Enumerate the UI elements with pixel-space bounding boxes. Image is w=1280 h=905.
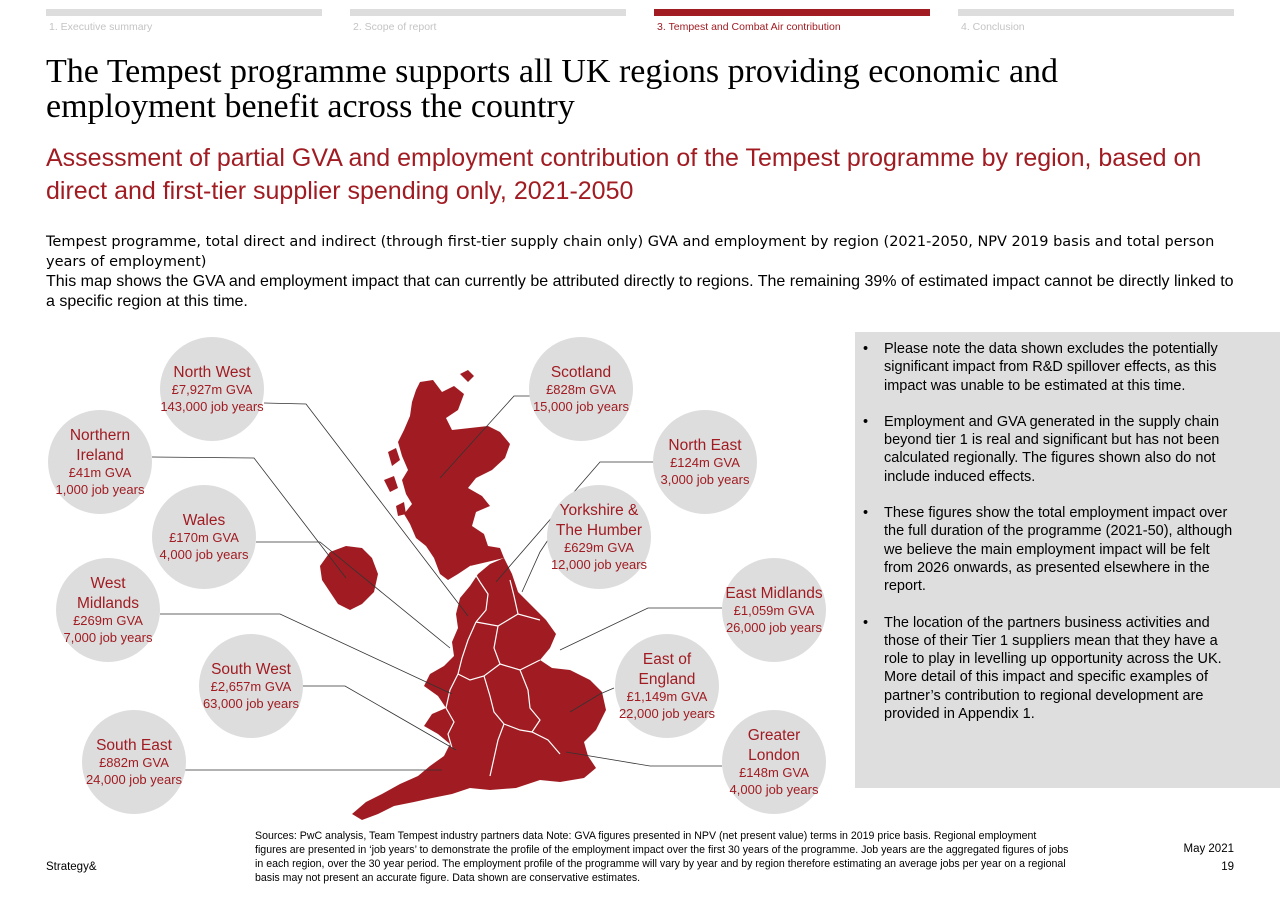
region-name: North West [173, 363, 251, 381]
bullet-icon: • [863, 614, 869, 631]
page-subtitle: Assessment of partial GVA and employment contribution of the Tempest programme by region, based on direct and first-tier supplier spending only, 2021-2050 [46, 144, 1202, 205]
region-gva: £7,927m GVA [171, 382, 253, 398]
map-region-england-wales [352, 558, 606, 820]
region-jobs: 15,000 job years [532, 398, 630, 414]
region-name: England [638, 670, 696, 688]
bullet-icon: • [863, 413, 869, 430]
page-number: 19 [1221, 861, 1234, 873]
region-bubble-south-west [199, 634, 303, 738]
tab-label: 4. Conclusion [961, 21, 1025, 33]
region-gva: £170m GVA [169, 530, 239, 546]
tab-tempest-contribution[interactable] [654, 9, 930, 39]
note-item [863, 340, 1240, 395]
region-name: Ireland [76, 446, 124, 464]
notes-list [863, 340, 1240, 723]
region-gva: £1,149m GVA [626, 689, 708, 704]
region-bubble-northern-ireland [48, 410, 152, 514]
region-name: East Midlands [725, 584, 823, 602]
brand-logo-text: Strategy& [46, 861, 97, 873]
tab-label: 1. Executive summary [49, 21, 153, 33]
region-gva: £269m GVA [73, 613, 143, 628]
notes-panel [855, 332, 1280, 788]
region-jobs: 24,000 job years [85, 771, 183, 787]
region-jobs: 7,000 job years [63, 629, 153, 645]
tab-bar [654, 9, 930, 16]
tab-bar [958, 9, 1234, 16]
region-name: Yorkshire & [559, 502, 639, 519]
region-bubble-west-midlands [56, 558, 160, 662]
note-item [863, 504, 1240, 595]
region-bubble-north-west [160, 337, 264, 441]
tab-bar [46, 9, 322, 16]
region-name: South West [211, 660, 291, 678]
region-name: The Humber [555, 521, 643, 539]
region-jobs: 63,000 job years [202, 695, 300, 711]
region-name: Scotland [550, 363, 612, 381]
tab-conclusion[interactable] [958, 9, 1234, 39]
region-name: London [748, 746, 800, 764]
region-name: West [90, 575, 126, 592]
region-gva: £629m GVA [564, 540, 634, 555]
region-jobs: 143,000 job years [160, 398, 264, 414]
region-jobs: 4,000 job years [159, 546, 249, 562]
region-name: Greater [747, 727, 801, 744]
bullet-icon: • [863, 505, 869, 522]
region-name: Midlands [76, 594, 140, 612]
region-bubble-scotland [529, 337, 633, 441]
region-gva: £2,657m GVA [210, 679, 292, 695]
region-gva: £124m GVA [670, 455, 740, 471]
note-text: Employment and GVA generated in the supply chain beyond tier 1 is real and significant but has not been calculated regionally. The figures shown also do not include induced effects. [884, 413, 1220, 485]
map-note: This map shows the GVA and employment impact that can currently be attributed directly to regions. The remaining 39% of estimated impact cannot be directly linked to a specific region at this time. [46, 273, 1234, 310]
region-bubble-wales [152, 485, 256, 589]
tab-bar [350, 9, 626, 16]
region-gva: £882m GVA [99, 755, 169, 771]
region-bubble-greater-london [722, 710, 826, 814]
page-title: The Tempest programme supports all UK regions providing economic and employment benefit across the country [46, 53, 1059, 125]
report-date: May 2021 [1183, 843, 1234, 855]
region-jobs: 3,000 job years [660, 471, 750, 487]
map-region-scotland [398, 380, 510, 580]
note-item [863, 413, 1240, 486]
region-name: Wales [182, 511, 226, 529]
note-text: These figures show the total employment impact over the full duration of the programme (2021-50), although we believe the main employment impact will be felt from 2026 onwards, as presented elsewhere in the report. [884, 505, 1233, 595]
region-jobs: 4,000 job years [729, 781, 819, 797]
region-bubble-north-east [653, 410, 757, 514]
tab-executive-summary[interactable] [46, 9, 322, 39]
region-bubble-south-east [82, 710, 186, 814]
uk-region-map [0, 330, 855, 825]
region-name: North East [668, 436, 742, 454]
region-bubble-east-midlands [722, 558, 826, 662]
region-gva: £41m GVA [68, 465, 132, 480]
chart-description: Tempest programme, total direct and indirect (through first-tier supply chain only) GVA and employment by region (2021-2050, NPV 2019 basis and total person years of employment) [46, 234, 1215, 270]
region-gva: £828m GVA [546, 382, 616, 398]
tab-label: 2. Scope of report [353, 21, 437, 33]
region-gva: £1,059m GVA [733, 603, 815, 619]
region-jobs: 12,000 job years [550, 556, 648, 572]
region-name: Northern [69, 427, 131, 444]
region-bubble-yorkshire-humber [547, 485, 651, 589]
section-tabs [46, 9, 1234, 39]
note-text: The location of the partners business activities and those of their Tier 1 suppliers mean that they have a role to play in levelling up opportunity across the UK. More detail of this impact and specific examples of partner’s contribution to regional development are provided in Appendix 1. [884, 614, 1222, 723]
region-jobs: 22,000 job years [618, 705, 716, 721]
tab-scope-of-report[interactable] [350, 9, 626, 39]
tab-label: 3. Tempest and Combat Air contribution [657, 21, 841, 33]
note-text: Please note the data shown excludes the potentially significant impact from R&D spillover effects, as this impact was unable to be estimated at this time. [884, 341, 1218, 394]
region-bubble-east-of-england [615, 634, 719, 738]
region-name: South East [96, 736, 172, 754]
region-name: East of [642, 651, 692, 668]
region-gva: £148m GVA [739, 765, 809, 780]
region-jobs: 1,000 job years [55, 481, 145, 497]
sources-note: Sources: PwC analysis, Team Tempest industry partners data Note: GVA figures presented in NPV (net present value) terms in 2019 price basis. Regional employment figures are presented in ‘job years’ to demonstrate the profile of the employment impact over the first 30 years of the programme. Job years are the aggregated figures of jobs in each region, over the 30 year period. The employment profile of the programme will vary by year and by region therefore estimating an average jobs per year on a regional basis may not present an accurate figure. Data shown are conservative estimates. [255, 830, 1069, 884]
bullet-icon: • [863, 341, 869, 357]
note-item [863, 614, 1240, 724]
region-jobs: 26,000 job years [725, 619, 823, 635]
